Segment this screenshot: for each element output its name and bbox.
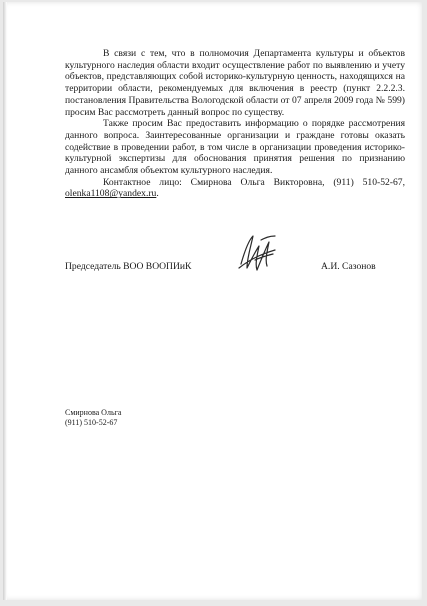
contact-text: Контактное лицо: Смирнова Ольга Викторовна, (911) 510-52-67, (103, 176, 405, 188)
contact-email-link[interactable]: olenka1108@yandex.ru (65, 188, 157, 200)
executor-name: Смирнова Ольга (65, 408, 122, 417)
letter-body (65, 48, 405, 200)
paragraph-2: Также просим Вас предоставить информацию о порядке рассмотрения данного вопроса. Заинтересованные организации и граждане готовы оказать содействие в проведении работ, в том числе в организации проведения историко-культурной экспертизы для обоснования принятия решения по признанию данного ансамбля объектом культурного наследия. (65, 118, 405, 177)
executor-info (65, 408, 121, 428)
paragraph-1: В связи с тем, что в полномочия Департамента культуры и объектов культурного наследия области входит осуществление работ по выявлению и учету объектов, представляющих собой историко-культурную ценность, находящихся на территории области, рекомендуемых для включения в реестр (пункт 2.2.2.3. постановления Правительства Вологодской области от 07 апреля 2009 года № 599) просим Вас рассмотреть данный вопрос по существу. (65, 48, 405, 118)
scan-edge (3, 2, 7, 600)
document-page (3, 2, 422, 600)
executor-phone: (911) 510-52-67 (65, 418, 118, 427)
contact-line (65, 177, 405, 200)
contact-suffix: . (156, 188, 159, 200)
signature-block (65, 255, 405, 275)
signatory-position: Председатель ВОО ВООПИиК (65, 261, 192, 272)
signatory-name: А.И. Сазонов (321, 261, 376, 272)
